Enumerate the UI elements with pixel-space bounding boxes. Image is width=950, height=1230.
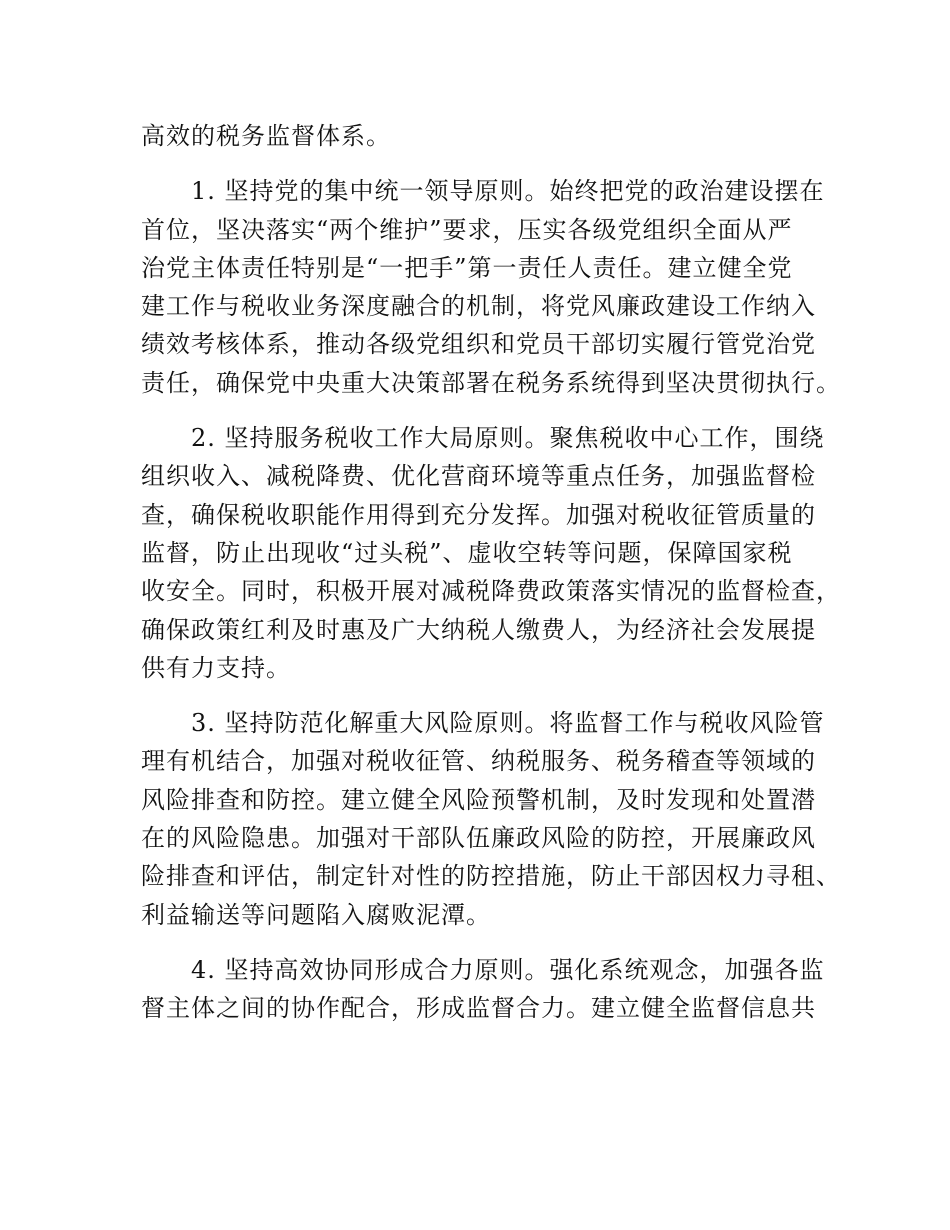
text-line: 利益输送等问题陷入腐败泥潭。: [141, 900, 491, 929]
text-line: 高效的税务监督体系。: [141, 122, 391, 150]
paragraph-principle-3: [141, 704, 841, 934]
text-line: 组织收入、减税降费、优化营商环境等重点任务，加强监督检: [141, 462, 816, 491]
text-line: 查，确保税收职能作用得到充分发挥。加强对税收征管质量的: [141, 500, 816, 529]
text-line: 监督，防止出现收“过头税”、虚收空转等问题，保障国家税: [141, 538, 793, 567]
text-line: 收安全。同时，积极开展对减税降费政策落实情况的监督检查，: [141, 577, 841, 606]
paragraph-principle-1: [141, 172, 841, 402]
text-line: 3. 坚持防范化解重大风险原则。将监督工作与税收风险管: [191, 709, 825, 738]
text-line: 确保政策红利及时惠及广大纳税人缴费人，为经济社会发展提: [141, 615, 816, 644]
text-line: 绩效考核体系，推动各级党组织和党员干部切实履行管党治党: [141, 330, 816, 359]
paragraph-continuation: [141, 117, 813, 155]
text-line: 首位，坚决落实“两个维护”要求，压实各级党组织全面从严: [141, 215, 793, 244]
paragraph-principle-4: [141, 951, 825, 1028]
text-line: 在的风险隐患。加强对干部队伍廉政风险的防控，开展廉政风: [141, 824, 816, 853]
text-line: 理有机结合，加强对税收征管、纳税服务、税务稽查等领域的: [141, 747, 816, 776]
text-line: 风险排查和防控。建立健全风险预警机制，及时发现和处置潜: [141, 785, 816, 814]
text-line: 供有力支持。: [141, 653, 291, 682]
text-line: 治党主体责任特别是“一把手”第一责任人责任。建立健全党: [141, 253, 793, 282]
text-line: 建工作与税收业务深度融合的机制，将党风廉政建设工作纳入: [141, 292, 816, 321]
text-line: 责任，确保党中央重大决策部署在税务系统得到坚决贯彻执行。: [141, 368, 841, 397]
document-body: [141, 117, 841, 1028]
text-line: 1. 坚持党的集中统一领导原则。始终把党的政治建设摆在: [191, 177, 825, 206]
text-line: 险排查和评估，制定针对性的防控措施，防止干部因权力寻租、: [141, 862, 841, 891]
text-line: 督主体之间的协作配合，形成监督合力。建立健全监督信息共: [141, 994, 816, 1023]
paragraph-principle-2: [141, 419, 841, 687]
text-line: 2. 坚持服务税收工作大局原则。聚焦税收中心工作，围绕: [191, 424, 825, 453]
text-line: 4. 坚持高效协同形成合力原则。强化系统观念，加强各监: [191, 955, 825, 984]
